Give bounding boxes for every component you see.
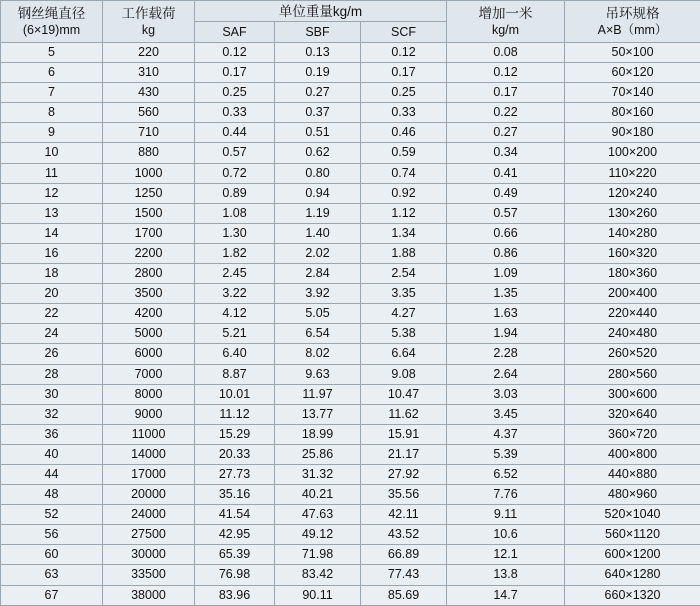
cell-sbf: 5.05 (275, 304, 361, 324)
cell-scf: 0.33 (361, 103, 447, 123)
cell-sbf: 18.99 (275, 424, 361, 444)
cell-sbf: 8.02 (275, 344, 361, 364)
cell-diameter: 22 (1, 304, 103, 324)
table-row (1, 163, 700, 183)
cell-ring-spec: 220×440 (565, 304, 700, 324)
cell-scf: 66.89 (361, 545, 447, 565)
cell-load: 1500 (103, 203, 195, 223)
table-row (1, 344, 700, 364)
cell-add-meter: 6.52 (447, 464, 565, 484)
cell-saf: 8.87 (195, 364, 275, 384)
table-row (1, 545, 700, 565)
cell-diameter: 14 (1, 223, 103, 243)
cell-scf: 35.56 (361, 485, 447, 505)
cell-scf: 10.47 (361, 384, 447, 404)
table-row (1, 485, 700, 505)
cell-saf: 11.12 (195, 404, 275, 424)
cell-ring-spec: 300×600 (565, 384, 700, 404)
table-row (1, 284, 700, 304)
cell-scf: 27.92 (361, 464, 447, 484)
cell-saf: 0.12 (195, 43, 275, 63)
cell-add-meter: 5.39 (447, 444, 565, 464)
cell-add-meter: 13.8 (447, 565, 565, 585)
cell-saf: 1.30 (195, 223, 275, 243)
cell-add-meter: 0.66 (447, 223, 565, 243)
table-row (1, 464, 700, 484)
cell-add-meter: 0.17 (447, 83, 565, 103)
cell-saf: 3.22 (195, 284, 275, 304)
header-load-line2: kg (103, 22, 194, 38)
table-row (1, 505, 700, 525)
cell-diameter: 44 (1, 464, 103, 484)
cell-scf: 0.59 (361, 143, 447, 163)
cell-load: 310 (103, 63, 195, 83)
cell-ring-spec: 480×960 (565, 485, 700, 505)
cell-load: 14000 (103, 444, 195, 464)
table-row (1, 304, 700, 324)
header-load (103, 1, 195, 43)
cell-sbf: 11.97 (275, 384, 361, 404)
cell-add-meter: 0.08 (447, 43, 565, 63)
cell-load: 2800 (103, 264, 195, 284)
cell-sbf: 40.21 (275, 485, 361, 505)
cell-add-meter: 1.63 (447, 304, 565, 324)
cell-sbf: 0.94 (275, 183, 361, 203)
cell-scf: 85.69 (361, 585, 447, 605)
header-add-meter (447, 1, 565, 43)
header-diameter-line1: 钢丝绳直径 (1, 6, 102, 22)
table-row (1, 324, 700, 344)
cell-saf: 76.98 (195, 565, 275, 585)
header-load-line1: 工作载荷 (103, 6, 194, 22)
cell-diameter: 32 (1, 404, 103, 424)
cell-scf: 4.27 (361, 304, 447, 324)
cell-scf: 3.35 (361, 284, 447, 304)
header-row-group (1, 1, 700, 22)
cell-ring-spec: 560×1120 (565, 525, 700, 545)
cell-ring-spec: 180×360 (565, 264, 700, 284)
cell-saf: 0.17 (195, 63, 275, 83)
cell-load: 20000 (103, 485, 195, 505)
cell-ring-spec: 110×220 (565, 163, 700, 183)
cell-sbf: 2.84 (275, 264, 361, 284)
cell-ring-spec: 80×160 (565, 103, 700, 123)
header-ring-spec-line2: A×B（mm） (565, 22, 700, 38)
cell-add-meter: 2.28 (447, 344, 565, 364)
cell-sbf: 0.51 (275, 123, 361, 143)
table-row (1, 243, 700, 263)
cell-scf: 6.64 (361, 344, 447, 364)
cell-ring-spec: 260×520 (565, 344, 700, 364)
cell-ring-spec: 320×640 (565, 404, 700, 424)
cell-add-meter: 0.86 (447, 243, 565, 263)
table-row (1, 525, 700, 545)
header-scf: SCF (361, 22, 447, 43)
header-ring-spec (565, 1, 700, 43)
cell-ring-spec: 140×280 (565, 223, 700, 243)
cell-diameter: 60 (1, 545, 103, 565)
cell-diameter: 9 (1, 123, 103, 143)
cell-load: 30000 (103, 545, 195, 565)
cell-diameter: 12 (1, 183, 103, 203)
cell-load: 3500 (103, 284, 195, 304)
cell-scf: 11.62 (361, 404, 447, 424)
cell-scf: 0.46 (361, 123, 447, 143)
cell-add-meter: 2.64 (447, 364, 565, 384)
cell-ring-spec: 600×1200 (565, 545, 700, 565)
cell-saf: 1.08 (195, 203, 275, 223)
cell-add-meter: 9.11 (447, 505, 565, 525)
cell-load: 4200 (103, 304, 195, 324)
cell-diameter: 5 (1, 43, 103, 63)
header-unit-weight-group: 单位重量kg/m (195, 1, 447, 22)
cell-add-meter: 1.35 (447, 284, 565, 304)
table-row (1, 103, 700, 123)
cell-saf: 6.40 (195, 344, 275, 364)
cell-saf: 0.44 (195, 123, 275, 143)
cell-ring-spec: 120×240 (565, 183, 700, 203)
header-ring-spec-line1: 吊环规格 (565, 6, 700, 22)
table-row (1, 585, 700, 605)
cell-saf: 1.82 (195, 243, 275, 263)
cell-sbf: 0.13 (275, 43, 361, 63)
cell-load: 560 (103, 103, 195, 123)
table-row (1, 565, 700, 585)
cell-diameter: 40 (1, 444, 103, 464)
cell-diameter: 30 (1, 384, 103, 404)
cell-add-meter: 3.45 (447, 404, 565, 424)
cell-saf: 15.29 (195, 424, 275, 444)
cell-diameter: 67 (1, 585, 103, 605)
cell-scf: 1.88 (361, 243, 447, 263)
cell-sbf: 71.98 (275, 545, 361, 565)
cell-ring-spec: 90×180 (565, 123, 700, 143)
cell-ring-spec: 60×120 (565, 63, 700, 83)
table-row (1, 203, 700, 223)
cell-diameter: 18 (1, 264, 103, 284)
cell-add-meter: 10.6 (447, 525, 565, 545)
cell-add-meter: 1.09 (447, 264, 565, 284)
header-saf: SAF (195, 22, 275, 43)
cell-load: 1700 (103, 223, 195, 243)
cell-ring-spec: 160×320 (565, 243, 700, 263)
cell-load: 9000 (103, 404, 195, 424)
cell-sbf: 1.19 (275, 203, 361, 223)
cell-load: 710 (103, 123, 195, 143)
cell-sbf: 83.42 (275, 565, 361, 585)
cell-saf: 0.89 (195, 183, 275, 203)
table-row (1, 63, 700, 83)
cell-ring-spec: 240×480 (565, 324, 700, 344)
cell-ring-spec: 280×560 (565, 364, 700, 384)
cell-scf: 0.12 (361, 43, 447, 63)
cell-load: 220 (103, 43, 195, 63)
cell-load: 17000 (103, 464, 195, 484)
cell-saf: 0.72 (195, 163, 275, 183)
table-row (1, 364, 700, 384)
cell-diameter: 26 (1, 344, 103, 364)
cell-saf: 4.12 (195, 304, 275, 324)
cell-load: 27500 (103, 525, 195, 545)
cell-scf: 5.38 (361, 324, 447, 344)
cell-add-meter: 1.94 (447, 324, 565, 344)
cell-sbf: 0.62 (275, 143, 361, 163)
cell-ring-spec: 440×880 (565, 464, 700, 484)
cell-load: 7000 (103, 364, 195, 384)
cell-scf: 1.34 (361, 223, 447, 243)
cell-scf: 77.43 (361, 565, 447, 585)
cell-saf: 5.21 (195, 324, 275, 344)
table-row (1, 43, 700, 63)
cell-load: 6000 (103, 344, 195, 364)
cell-add-meter: 3.03 (447, 384, 565, 404)
cell-diameter: 48 (1, 485, 103, 505)
cell-load: 2200 (103, 243, 195, 263)
cell-scf: 9.08 (361, 364, 447, 384)
cell-sbf: 0.80 (275, 163, 361, 183)
cell-scf: 21.17 (361, 444, 447, 464)
header-add-meter-line2: kg/m (447, 22, 564, 38)
cell-scf: 2.54 (361, 264, 447, 284)
cell-load: 24000 (103, 505, 195, 525)
table-row (1, 424, 700, 444)
table-row (1, 123, 700, 143)
table-header (1, 1, 700, 43)
cell-scf: 43.52 (361, 525, 447, 545)
cell-add-meter: 0.34 (447, 143, 565, 163)
cell-scf: 15.91 (361, 424, 447, 444)
cell-saf: 83.96 (195, 585, 275, 605)
cell-scf: 1.12 (361, 203, 447, 223)
cell-ring-spec: 640×1280 (565, 565, 700, 585)
cell-ring-spec: 660×1320 (565, 585, 700, 605)
cell-ring-spec: 70×140 (565, 83, 700, 103)
cell-saf: 35.16 (195, 485, 275, 505)
cell-ring-spec: 520×1040 (565, 505, 700, 525)
cell-load: 880 (103, 143, 195, 163)
cell-diameter: 16 (1, 243, 103, 263)
cell-add-meter: 4.37 (447, 424, 565, 444)
cell-sbf: 0.37 (275, 103, 361, 123)
cell-load: 430 (103, 83, 195, 103)
cell-add-meter: 14.7 (447, 585, 565, 605)
cell-saf: 27.73 (195, 464, 275, 484)
cell-saf: 0.25 (195, 83, 275, 103)
cell-sbf: 9.63 (275, 364, 361, 384)
cell-diameter: 7 (1, 83, 103, 103)
cell-sbf: 2.02 (275, 243, 361, 263)
cell-ring-spec: 360×720 (565, 424, 700, 444)
cell-sbf: 90.11 (275, 585, 361, 605)
cell-sbf: 0.27 (275, 83, 361, 103)
table-row (1, 223, 700, 243)
cell-diameter: 36 (1, 424, 103, 444)
cell-add-meter: 12.1 (447, 545, 565, 565)
cell-ring-spec: 130×260 (565, 203, 700, 223)
table-row (1, 404, 700, 424)
cell-sbf: 0.19 (275, 63, 361, 83)
header-diameter (1, 1, 103, 43)
cell-saf: 65.39 (195, 545, 275, 565)
cell-load: 11000 (103, 424, 195, 444)
cell-sbf: 1.40 (275, 223, 361, 243)
cell-scf: 0.92 (361, 183, 447, 203)
cell-load: 33500 (103, 565, 195, 585)
table-row (1, 183, 700, 203)
cell-diameter: 10 (1, 143, 103, 163)
cell-saf: 0.33 (195, 103, 275, 123)
table-body (1, 43, 700, 606)
cell-add-meter: 0.27 (447, 123, 565, 143)
cell-saf: 10.01 (195, 384, 275, 404)
cell-sbf: 31.32 (275, 464, 361, 484)
cell-scf: 0.17 (361, 63, 447, 83)
table-row (1, 143, 700, 163)
header-diameter-line2: (6×19)mm (1, 22, 102, 38)
cell-diameter: 56 (1, 525, 103, 545)
cell-diameter: 24 (1, 324, 103, 344)
cell-load: 8000 (103, 384, 195, 404)
cell-ring-spec: 400×800 (565, 444, 700, 464)
cell-sbf: 49.12 (275, 525, 361, 545)
cell-saf: 20.33 (195, 444, 275, 464)
cell-sbf: 3.92 (275, 284, 361, 304)
table-row (1, 264, 700, 284)
cell-diameter: 63 (1, 565, 103, 585)
cell-diameter: 6 (1, 63, 103, 83)
cell-saf: 41.54 (195, 505, 275, 525)
table-row (1, 384, 700, 404)
cell-ring-spec: 100×200 (565, 143, 700, 163)
cell-scf: 0.25 (361, 83, 447, 103)
header-sbf: SBF (275, 22, 361, 43)
cell-saf: 2.45 (195, 264, 275, 284)
cell-sbf: 13.77 (275, 404, 361, 424)
cell-sbf: 6.54 (275, 324, 361, 344)
cell-sbf: 47.63 (275, 505, 361, 525)
cell-scf: 42.11 (361, 505, 447, 525)
cell-diameter: 52 (1, 505, 103, 525)
cell-diameter: 13 (1, 203, 103, 223)
cell-load: 1000 (103, 163, 195, 183)
cell-diameter: 28 (1, 364, 103, 384)
cell-diameter: 11 (1, 163, 103, 183)
cell-ring-spec: 50×100 (565, 43, 700, 63)
cell-sbf: 25.86 (275, 444, 361, 464)
cell-add-meter: 0.22 (447, 103, 565, 123)
cell-scf: 0.74 (361, 163, 447, 183)
cell-diameter: 20 (1, 284, 103, 304)
cell-add-meter: 0.12 (447, 63, 565, 83)
cell-add-meter: 0.57 (447, 203, 565, 223)
cell-ring-spec: 200×400 (565, 284, 700, 304)
cell-load: 5000 (103, 324, 195, 344)
cell-add-meter: 7.76 (447, 485, 565, 505)
header-add-meter-line1: 增加一米 (447, 6, 564, 22)
cell-load: 38000 (103, 585, 195, 605)
cell-diameter: 8 (1, 103, 103, 123)
cell-add-meter: 0.41 (447, 163, 565, 183)
cell-saf: 0.57 (195, 143, 275, 163)
table-row (1, 444, 700, 464)
cell-load: 1250 (103, 183, 195, 203)
cell-add-meter: 0.49 (447, 183, 565, 203)
cell-saf: 42.95 (195, 525, 275, 545)
table-row (1, 83, 700, 103)
